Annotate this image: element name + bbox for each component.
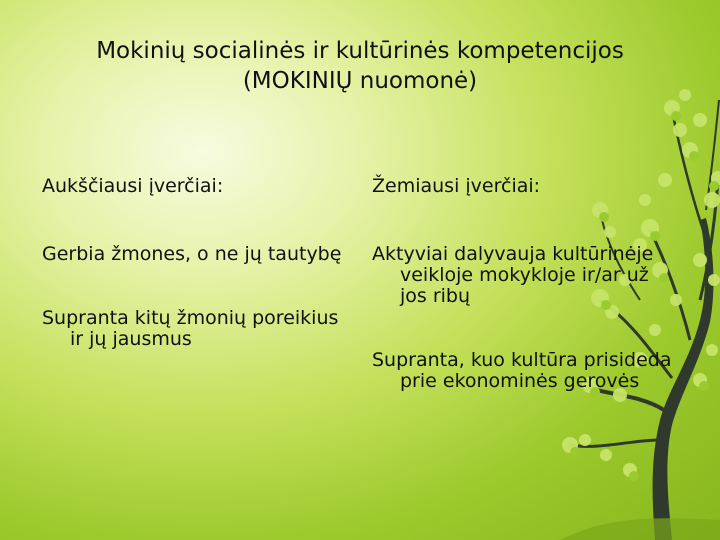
- highest-ratings-heading: Aukščiausi įverčiai:: [42, 175, 224, 197]
- list-item: Supranta kitų žmonių poreikius ir jų jausmus: [42, 307, 339, 350]
- title-line-1: Mokinių socialinės ir kultūrinės kompetencijos: [96, 38, 624, 64]
- list-item: Supranta, kuo kultūra prisideda prie ekonominės gerovės: [372, 349, 672, 392]
- slide-title: [40, 36, 680, 96]
- lowest-ratings-heading: Žemiausi įverčiai:: [372, 175, 541, 197]
- list-item: Gerbia žmones, o ne jų tautybę: [42, 243, 342, 265]
- title-line-2: (MOKINIŲ nuomonė): [242, 68, 478, 94]
- list-item: Aktyviai dalyvauja kultūrinėje veikloje mokykloje ir/ar už jos ribų: [372, 243, 654, 307]
- lowest-ratings-column: [372, 176, 672, 435]
- highest-ratings-column: [42, 176, 342, 393]
